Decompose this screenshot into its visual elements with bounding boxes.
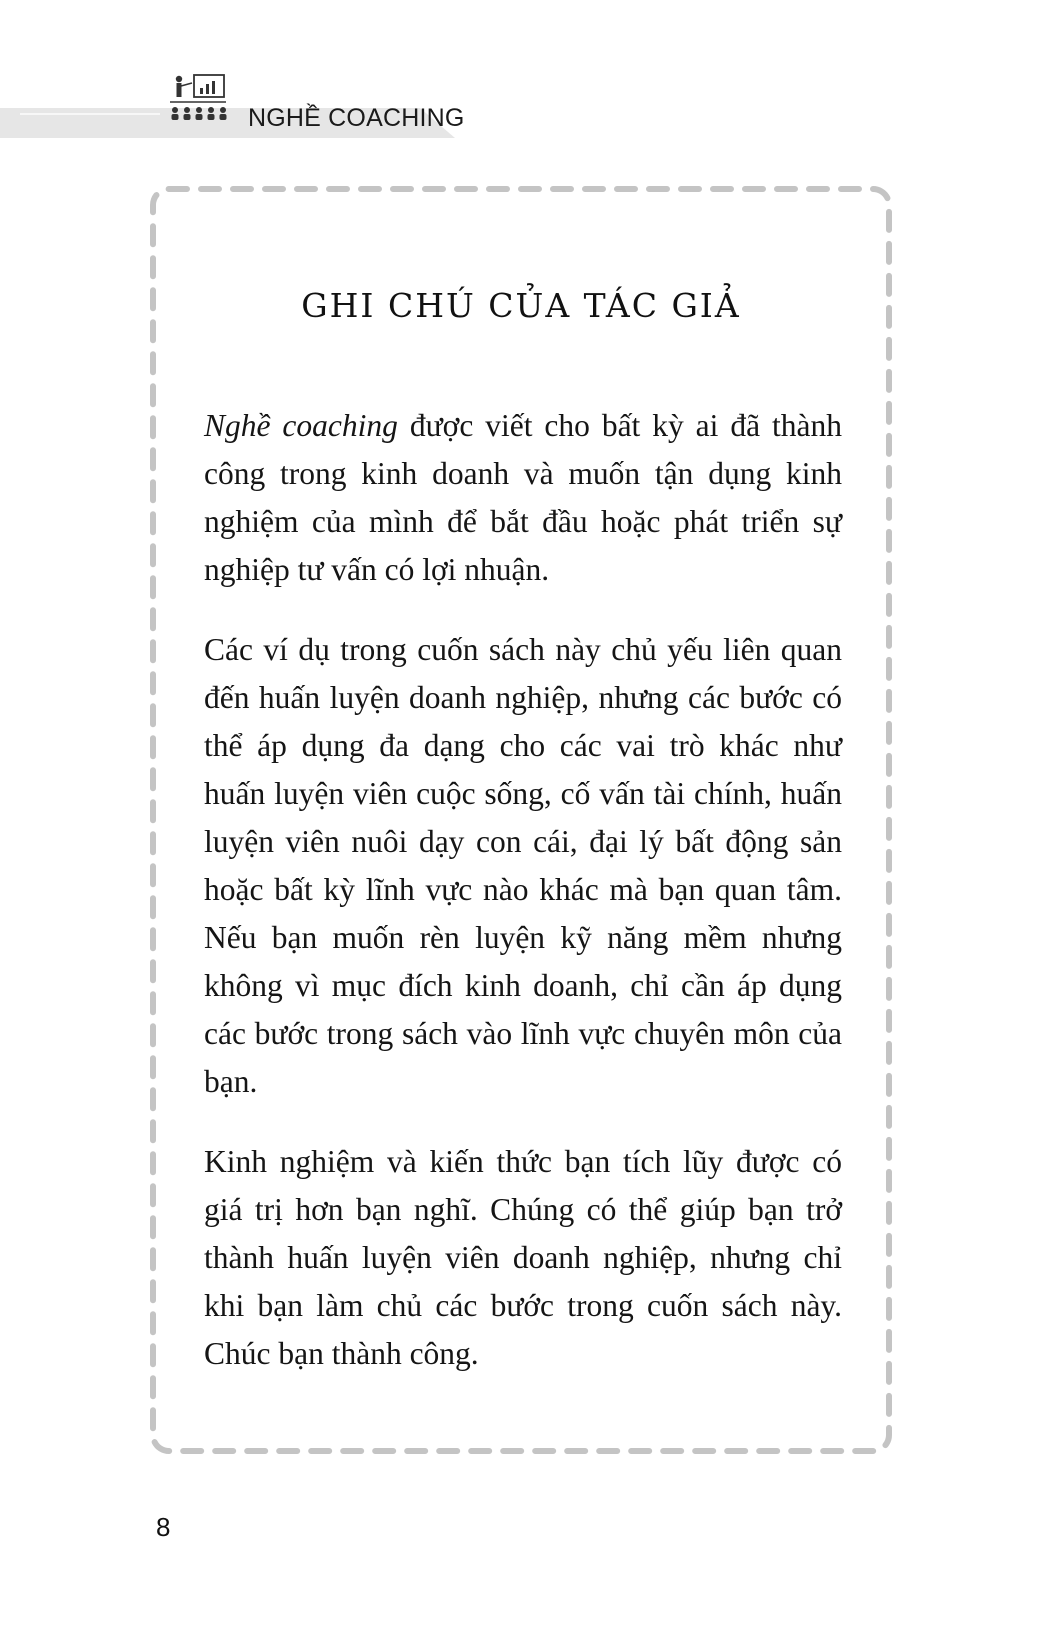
note-paragraph-3: Kinh nghiệm và kiến thức bạn tích lũy được có giá trị hơn bạn nghĩ. Chúng có thể giúp bạn trở thành huấn luyện viên doanh nghiệp, nhưng chỉ khi bạn làm chủ các bước trong cuốn sách này. Chúc bạn thành công.: [204, 1144, 842, 1371]
note-paragraph-2: Các ví dụ trong cuốn sách này chủ yếu liên quan đến huấn luyện doanh nghiệp, nhưng các bước có thể áp dụng đa dạng cho các vai trò khác như huấn luyện viên cuộc sống, cố vấn tài chính, huấn luyện viên nuôi dạy con cái, đại lý bất động sản hoặc bất kỳ lĩnh vực nào khác mà bạn quan tâm. Nếu bạn muốn rèn luyện kỹ năng mềm nhưng không vì mục đích kinh doanh, chỉ cần áp dụng các bước trong sách vào lĩnh vực chuyên môn của bạn.: [204, 632, 842, 1099]
paragraph-1-text: được viết cho bất kỳ ai đã thành công trong kinh doanh và muốn tận dụng kinh nghiệm của mình để bắt đầu hoặc phát triển sự nghiệp tư vấn có lợi nhuận.: [204, 408, 842, 587]
running-header-title: NGHỀ COACHING: [248, 104, 465, 132]
note-body: [204, 402, 842, 1378]
note-paragraph-1: [204, 402, 842, 594]
presenter-audience-icon: [170, 72, 236, 138]
page-number: 8: [156, 1512, 171, 1542]
book-title-italic: Nghề coaching: [204, 408, 398, 443]
note-title: GHI CHÚ CỦA TÁC GIẢ: [301, 286, 741, 325]
